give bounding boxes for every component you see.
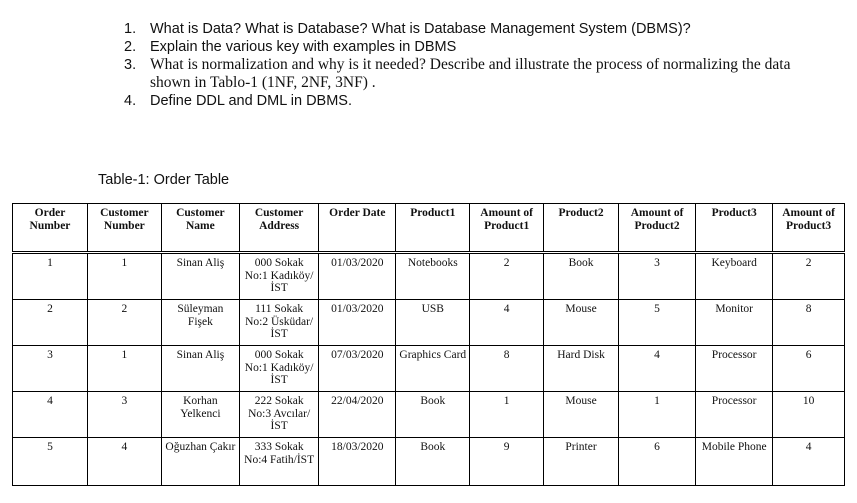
column-header: Order Number: [13, 204, 88, 253]
column-header: Amount of Product3: [773, 204, 845, 253]
table-cell: 000 Sokak No:1 Kadıköy/İST: [239, 253, 318, 300]
column-header: Amount of Product1: [470, 204, 544, 253]
table-cell: 222 Sokak No:3 Avcılar/İST: [239, 392, 318, 438]
question-text: What is Data? What is Database? What is Database Management System (DBMS)?: [150, 21, 691, 37]
question-number: 1.: [124, 21, 137, 37]
table-cell: 10: [773, 392, 845, 438]
question-2: [124, 38, 824, 56]
table-header: [13, 204, 845, 253]
question-number: 3.: [124, 57, 137, 73]
table-row: [13, 253, 845, 300]
table-cell: 4: [773, 438, 845, 486]
table-cell: 6: [773, 346, 845, 392]
column-header: Customer Address: [239, 204, 318, 253]
table-cell: 333 Sokak No:4 Fatih/İST: [239, 438, 318, 486]
table-cell: Korhan Yelkenci: [161, 392, 239, 438]
table-cell: Mouse: [544, 392, 619, 438]
question-text: What is normalization and why is it needed? Describe and illustrate the process of normalizing the data shown in Tablo-1 (1NF, 2NF, 3NF) .: [150, 56, 791, 91]
question-3: [124, 56, 824, 92]
table-cell: 8: [470, 346, 544, 392]
table-cell: Processor: [696, 346, 773, 392]
table-cell: Oğuzhan Çakır: [161, 438, 239, 486]
table-cell: Sinan Aliş: [161, 346, 239, 392]
table-cell: 3: [619, 253, 696, 300]
table-cell: 2: [470, 253, 544, 300]
table-cell: Book: [544, 253, 619, 300]
table-cell: 2: [87, 300, 161, 346]
table-row: [13, 392, 845, 438]
table-cell: 5: [619, 300, 696, 346]
table-cell: 1: [619, 392, 696, 438]
table-cell: 9: [470, 438, 544, 486]
table-cell: 07/03/2020: [319, 346, 396, 392]
table-cell: 2: [773, 253, 845, 300]
table-cell: 000 Sokak No:1 Kadıköy/İST: [239, 346, 318, 392]
table-body: [13, 253, 845, 486]
table-cell: Book: [396, 392, 470, 438]
column-header: Amount of Product2: [619, 204, 696, 253]
column-header: Product1: [396, 204, 470, 253]
table-row: [13, 438, 845, 486]
table-cell: 01/03/2020: [319, 300, 396, 346]
column-header: Customer Name: [161, 204, 239, 253]
table-cell: Notebooks: [396, 253, 470, 300]
table-cell: Sinan Aliş: [161, 253, 239, 300]
table-cell: Book: [396, 438, 470, 486]
column-header: Product2: [544, 204, 619, 253]
table-cell: 111 Sokak No:2 Üsküdar/İST: [239, 300, 318, 346]
question-list: [124, 20, 824, 110]
question-text: Define DDL and DML in DBMS.: [150, 93, 353, 109]
table-cell: 4: [87, 438, 161, 486]
table-cell: 1: [13, 253, 88, 300]
table-cell: Süleyman Fişek: [161, 300, 239, 346]
table-cell: 2: [13, 300, 88, 346]
column-header: Customer Number: [87, 204, 161, 253]
question-4: [124, 92, 824, 110]
question-number: 4.: [124, 93, 137, 109]
table-cell: 3: [13, 346, 88, 392]
table-caption: Table-1: Order Table: [98, 172, 230, 188]
table-cell: Monitor: [696, 300, 773, 346]
table-cell: Graphics Card: [396, 346, 470, 392]
table-cell: 5: [13, 438, 88, 486]
order-table: [12, 203, 845, 486]
table-cell: 4: [619, 346, 696, 392]
table-cell: 1: [87, 253, 161, 300]
table-cell: Printer: [544, 438, 619, 486]
table-cell: 4: [13, 392, 88, 438]
question-1: [124, 20, 824, 38]
header-row: [13, 204, 845, 253]
table-cell: 3: [87, 392, 161, 438]
table-cell: 1: [470, 392, 544, 438]
table-cell: USB: [396, 300, 470, 346]
table-cell: Processor: [696, 392, 773, 438]
table-cell: 01/03/2020: [319, 253, 396, 300]
table-cell: 1: [87, 346, 161, 392]
table-cell: 4: [470, 300, 544, 346]
column-header: Order Date: [319, 204, 396, 253]
table-cell: 22/04/2020: [319, 392, 396, 438]
question-number: 2.: [124, 39, 137, 55]
table-row: [13, 346, 845, 392]
column-header: Product3: [696, 204, 773, 253]
question-text: Explain the various key with examples in DBMS: [150, 39, 457, 55]
table-cell: Mobile Phone: [696, 438, 773, 486]
table-cell: Hard Disk: [544, 346, 619, 392]
table-cell: 8: [773, 300, 845, 346]
table-row: [13, 300, 845, 346]
table-cell: 18/03/2020: [319, 438, 396, 486]
table-cell: Keyboard: [696, 253, 773, 300]
table-cell: 6: [619, 438, 696, 486]
table-cell: Mouse: [544, 300, 619, 346]
